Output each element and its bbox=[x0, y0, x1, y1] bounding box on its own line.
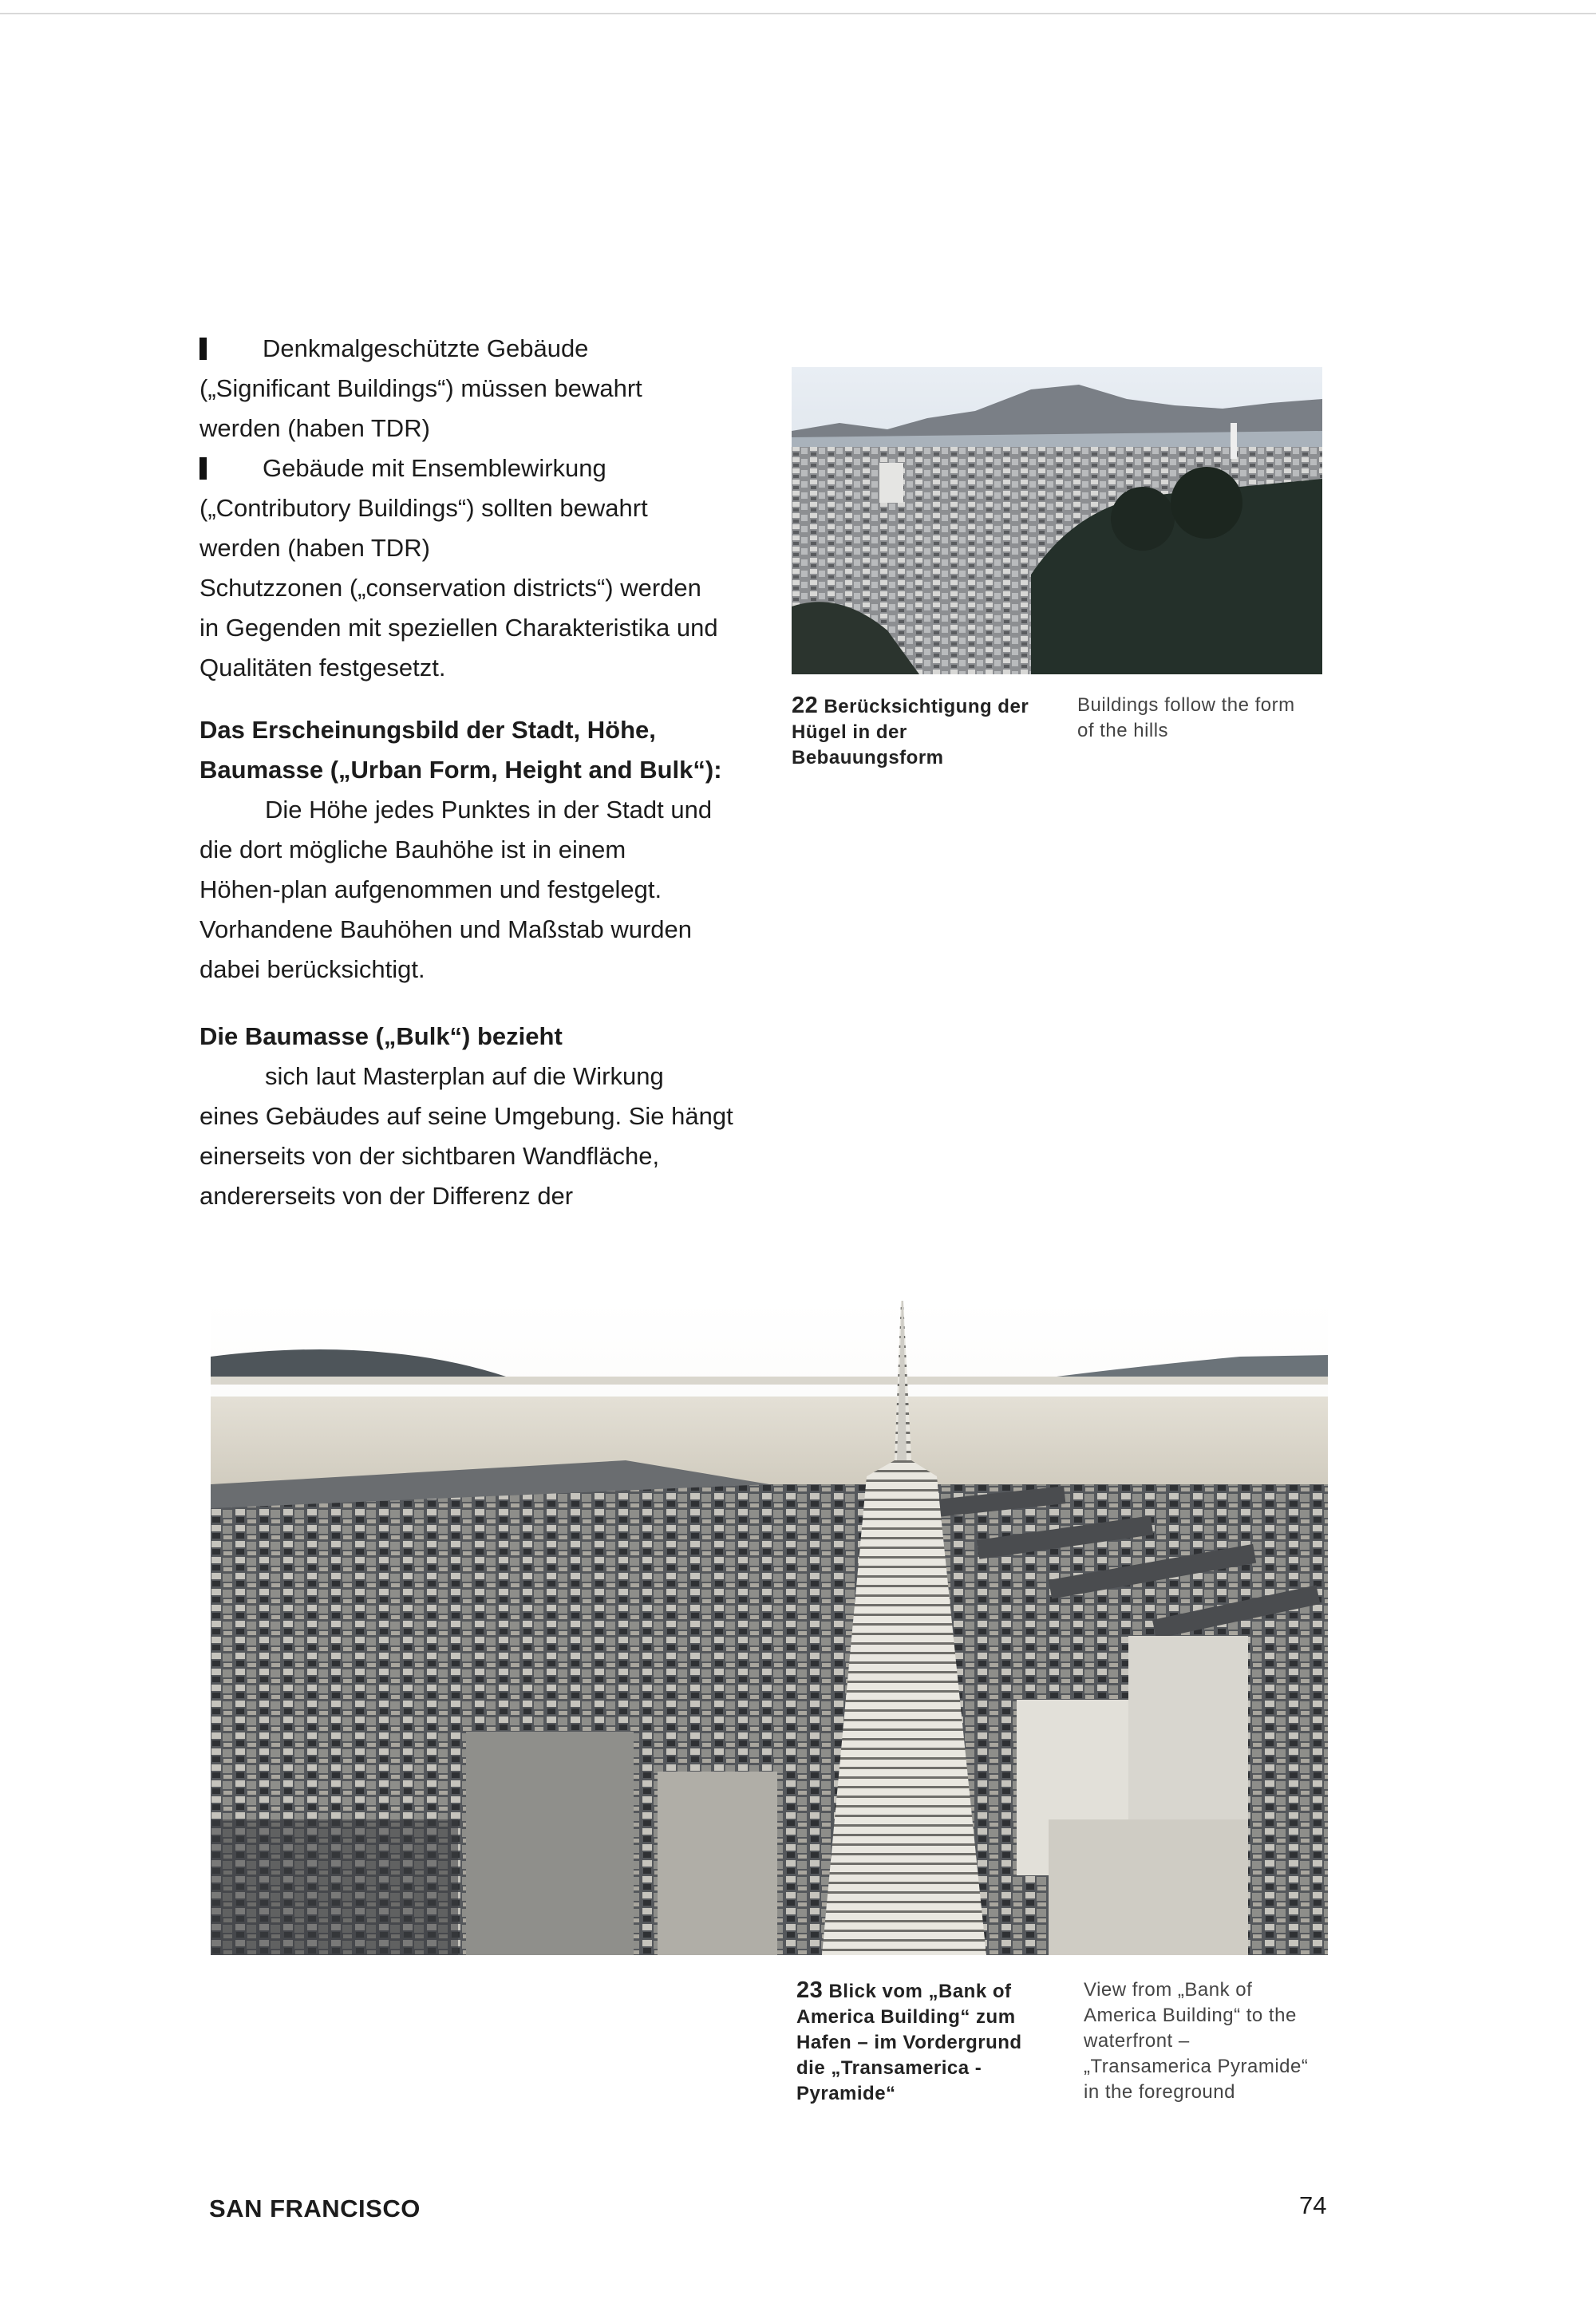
bullet-marker-icon bbox=[200, 457, 207, 480]
body-line: in Gegenden mit speziellen Charakteristika und bbox=[200, 614, 718, 642]
section-heading: Das Erscheinungsbild der Stadt, Höhe, bbox=[200, 716, 656, 744]
bullet-text: Gebäude mit Ensemblewirkung bbox=[263, 454, 606, 482]
figure-number: 23 bbox=[796, 1977, 824, 2003]
caption-line: Buildings follow the form bbox=[1077, 694, 1295, 716]
caption-line: Hafen – im Vordergrund bbox=[796, 2032, 1022, 2053]
bullet-item bbox=[200, 329, 742, 369]
body-line: („Contributory Buildings“) sollten bewahrt bbox=[200, 494, 648, 522]
body-line: Vorhandene Bauhöhen und Maßstab wurden bbox=[200, 915, 693, 943]
page-number: 74 bbox=[1299, 2191, 1327, 2219]
figure23-caption-de bbox=[796, 1977, 1068, 2107]
figure22-caption-en bbox=[1077, 693, 1341, 744]
body-line-text: Die Höhe jedes Punktes in der Stadt und bbox=[265, 796, 713, 824]
caption-line: Blick vom „Bank of bbox=[828, 1981, 1012, 2002]
caption-line: die „Transamerica - bbox=[796, 2057, 982, 2079]
bullet-item bbox=[200, 448, 742, 488]
caption-line: Hügel in der bbox=[792, 721, 907, 743]
section-heading: Die Baumasse („Bulk“) bezieht bbox=[200, 1022, 563, 1050]
figure-number: 22 bbox=[792, 693, 819, 718]
footer-section-title: SAN FRANCISCO bbox=[209, 2195, 421, 2222]
body-line: werden (haben TDR) bbox=[200, 534, 430, 562]
body-line bbox=[200, 1057, 742, 1096]
caption-line: View from „Bank of bbox=[1084, 1979, 1253, 2001]
caption-line: Pyramide“ bbox=[796, 2083, 896, 2104]
body-line: werden (haben TDR) bbox=[200, 414, 430, 442]
figure22-caption-de bbox=[792, 693, 1055, 771]
caption-line: Berücksichtigung der bbox=[824, 696, 1029, 717]
body-line bbox=[200, 790, 742, 830]
section-heading: Baumasse („Urban Form, Height and Bulk“): bbox=[200, 756, 722, 784]
caption-line: of the hills bbox=[1077, 720, 1169, 741]
body-line-text: sich laut Masterplan auf die Wirkung bbox=[265, 1062, 664, 1090]
figure23-caption-en bbox=[1084, 1977, 1347, 2105]
caption-line: America Building“ zum bbox=[796, 2006, 1016, 2028]
body-line: Schutzzonen („conservation districts“) werden bbox=[200, 574, 701, 602]
body-line: einerseits von der sichtbaren Wandfläche, bbox=[200, 1142, 660, 1170]
caption-line: America Building“ to the bbox=[1084, 2005, 1297, 2026]
body-line: („Significant Buildings“) müssen bewahrt bbox=[200, 374, 642, 402]
caption-line: in the foreground bbox=[1084, 2081, 1235, 2103]
photo-hills-cityscape bbox=[792, 367, 1322, 674]
bullet-text: Denkmalgeschützte Gebäude bbox=[263, 334, 589, 362]
photo-transamerica-aerial bbox=[211, 1301, 1328, 1955]
body-line: die dort mögliche Bauhöhe ist in einem bbox=[200, 836, 626, 863]
bullet-marker-icon bbox=[200, 338, 207, 360]
body-line: andererseits von der Differenz der bbox=[200, 1182, 574, 1210]
body-line: dabei berücksichtigt. bbox=[200, 955, 425, 983]
body-line: Höhen-plan aufgenommen und festgelegt. bbox=[200, 875, 662, 903]
body-line: Qualitäten festgesetzt. bbox=[200, 654, 446, 681]
top-rule bbox=[0, 13, 1596, 14]
caption-line: „Transamerica Pyramide“ bbox=[1084, 2056, 1309, 2077]
caption-line: Bebauungsform bbox=[792, 747, 944, 768]
main-text-column bbox=[200, 329, 742, 1216]
body-line: eines Gebäudes auf seine Umgebung. Sie hängt bbox=[200, 1102, 733, 1130]
caption-line: waterfront – bbox=[1084, 2030, 1190, 2052]
